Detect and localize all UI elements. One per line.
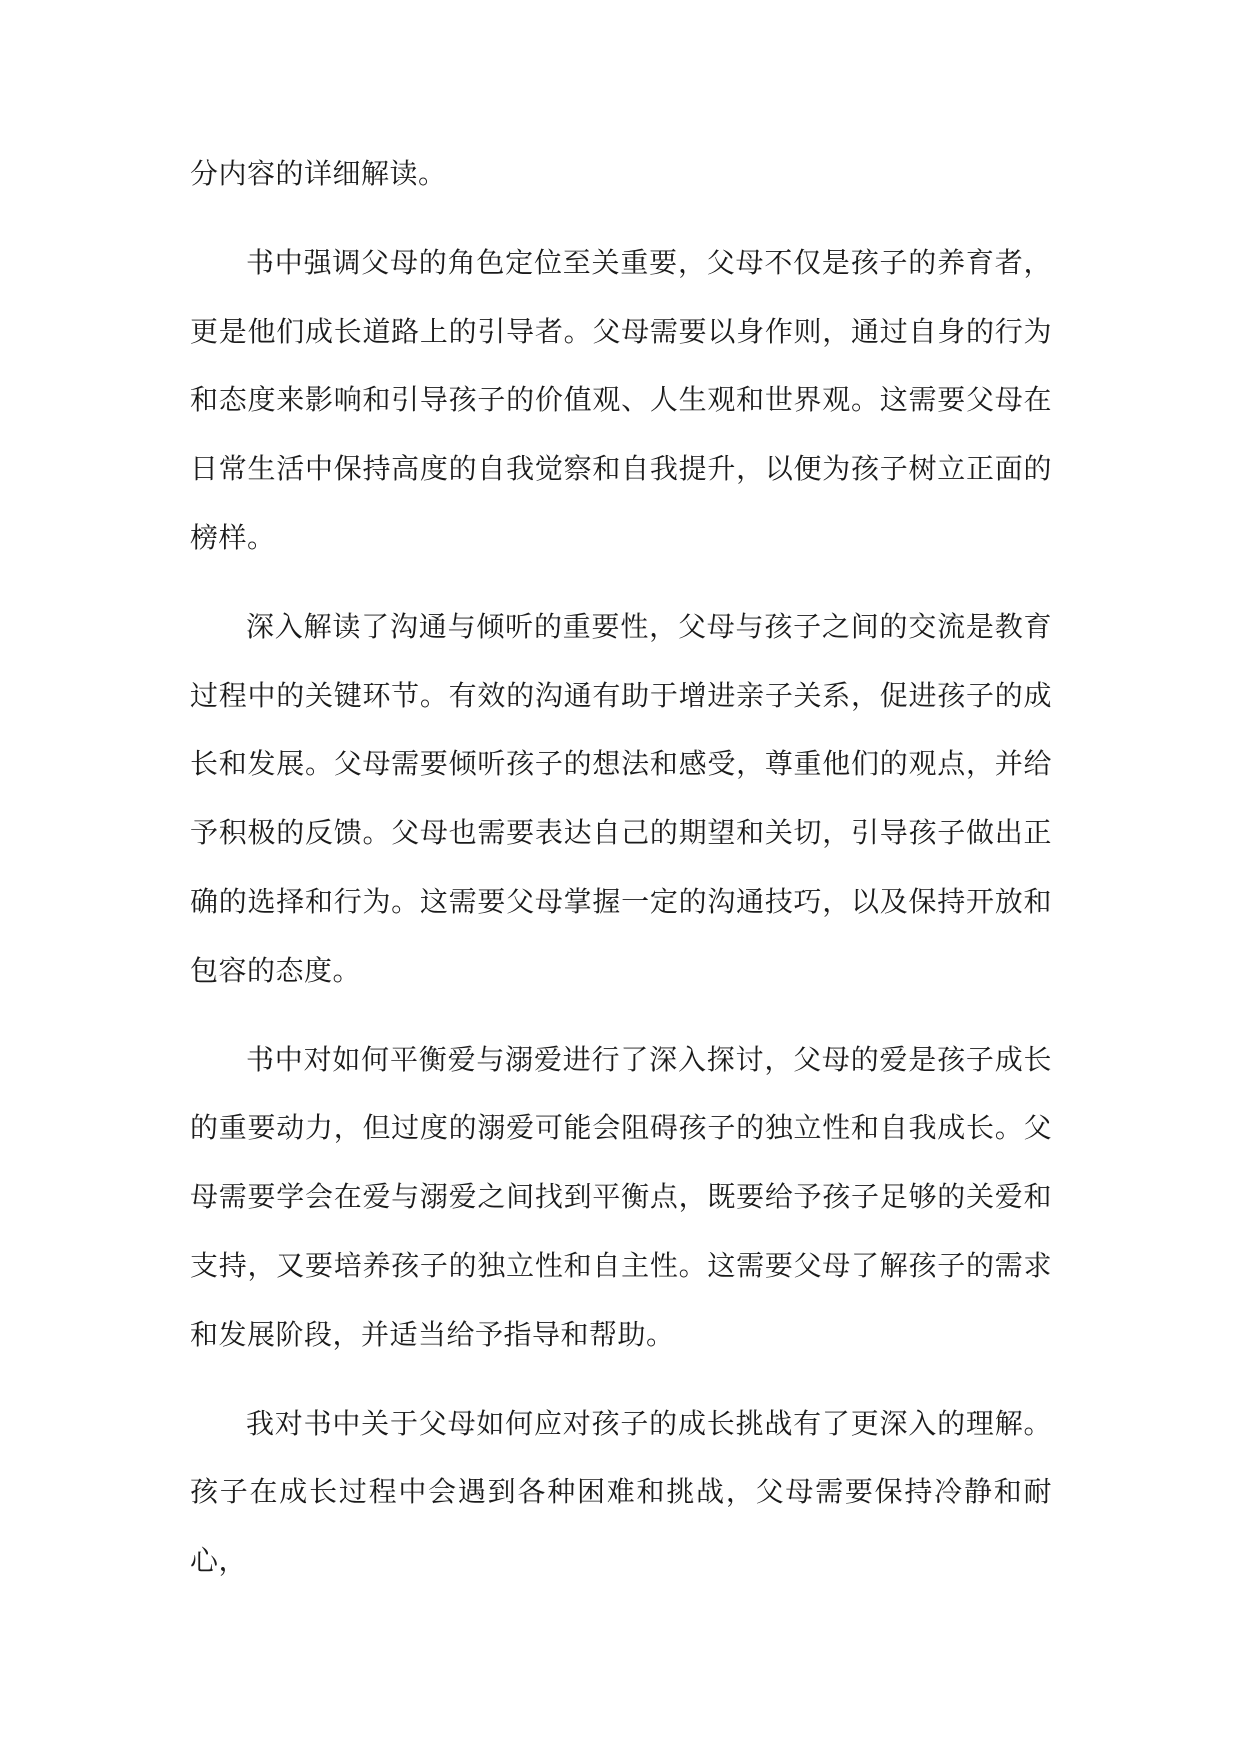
paragraph-growth-challenges: 我对书中关于父母如何应对孩子的成长挑战有了更深入的理解。孩子在成长过程中会遇到各种困难和挑战，父母需要保持冷静和耐心， [190,1406,1052,1578]
paragraph-love-balance: 书中对如何平衡爱与溺爱进行了深入探讨，父母的爱是孩子成长的重要动力，但过度的溺爱可能会阻碍孩子的独立性和自我成长。父母需要学会在爱与溺爱之间找到平衡点，既要给予孩子足够的关爱和支持，又要培养孩子的独立性和自主性。这需要父母了解孩子的需求和发展阶段，并适当给予指导和帮助。 [190,1042,1052,1351]
paragraph-parent-role: 书中强调父母的角色定位至关重要，父母不仅是孩子的养育者，更是他们成长道路上的引导者。父母需要以身作则，通过自身的行为和态度来影响和引导孩子的价值观、人生观和世界观。这需要父母在日常生活中保持高度的自我觉察和自我提升，以便为孩子树立正面的榜样。 [190,245,1052,554]
paragraph-communication: 深入解读了沟通与倾听的重要性，父母与孩子之间的交流是教育过程中的关键环节。有效的沟通有助于增进亲子关系，促进孩子的成长和发展。父母需要倾听孩子的想法和感受，尊重他们的观点，并给予积极的反馈。父母也需要表达自己的期望和关切，引导孩子做出正确的选择和行为。这需要父母掌握一定的沟通技巧，以及保持开放和包容的态度。 [190,609,1052,987]
document-body [190,140,1052,1616]
paragraph-continuation: 分内容的详细解读。 [190,157,447,190]
